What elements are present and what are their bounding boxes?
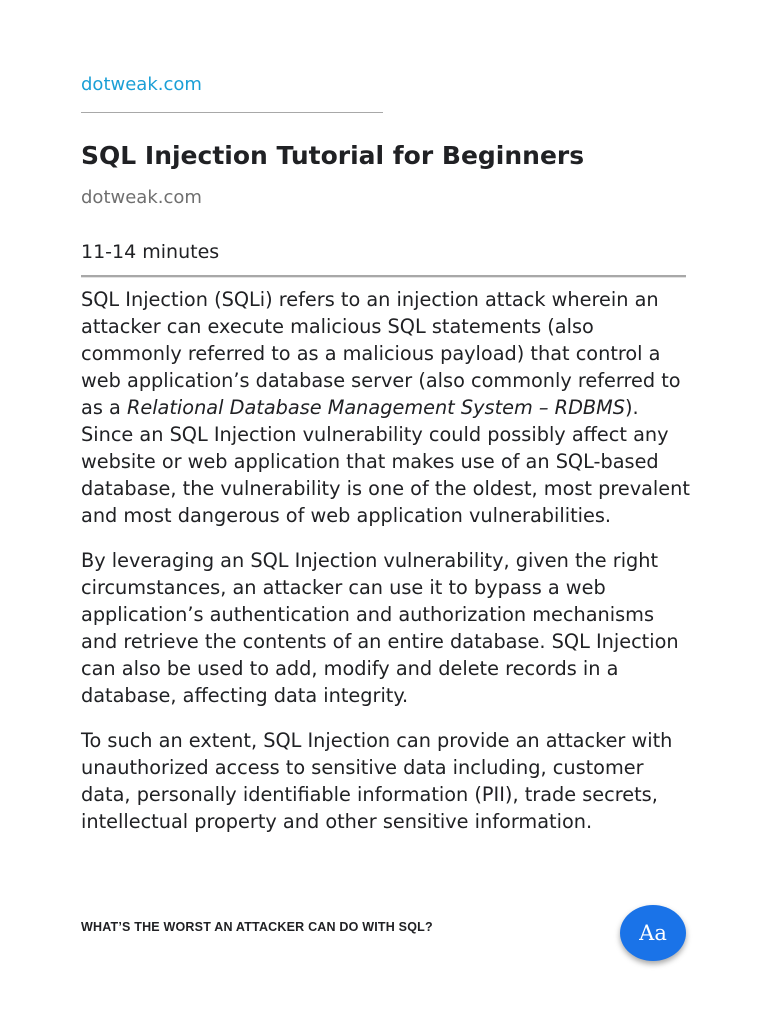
text-size-icon: Aa [639, 921, 667, 945]
paragraph-intro-emphasis: Relational Database Management System – RDBMS [126, 396, 626, 419]
paragraph-intro [81, 286, 696, 529]
read-time: 11-14 minutes [81, 241, 220, 263]
text-size-button[interactable] [620, 905, 686, 961]
paragraph-access: To such an extent, SQL Injection can provide an attacker with unauthorized access to sensitive data including, customer data, personally identifiable information (PII), trade secrets, intellectual property and other sensitive information. [81, 729, 673, 833]
site-link[interactable]: dotweak.com [81, 74, 202, 95]
paragraph-bypass: By leveraging an SQL Injection vulnerability, given the right circumstances, an attacker can use it to bypass a web application’s authentication and authorization mechanisms and retrieve the contents of an entire database. SQL Injection can also be used to add, modify and delete records in a database, affecting data integrity. [81, 549, 679, 707]
paragraph-intro-text: SQL Injection (SQLi) refers to an injection attack wherein an attacker can execute malicious SQL statements (also commonly referred to as a malicious payload) that control a web application’s database server (also commonly referred to as a [81, 288, 681, 419]
article-body [81, 286, 696, 853]
header-divider [81, 275, 686, 278]
article-byline: dotweak.com [81, 187, 202, 208]
site-divider [81, 112, 383, 113]
section-heading: WHAT’S THE WORST AN ATTACKER CAN DO WITH SQL? [81, 920, 433, 934]
article-title: SQL Injection Tutorial for Beginners [81, 141, 585, 170]
paragraph-intro-text-end: ). Since an SQL Injection vulnerability could possibly affect any website or web application that makes use of an SQL-based database, the vulnerability is one of the oldest, most prevalent and most dangerous of web application vulnerabilities. [81, 396, 690, 527]
